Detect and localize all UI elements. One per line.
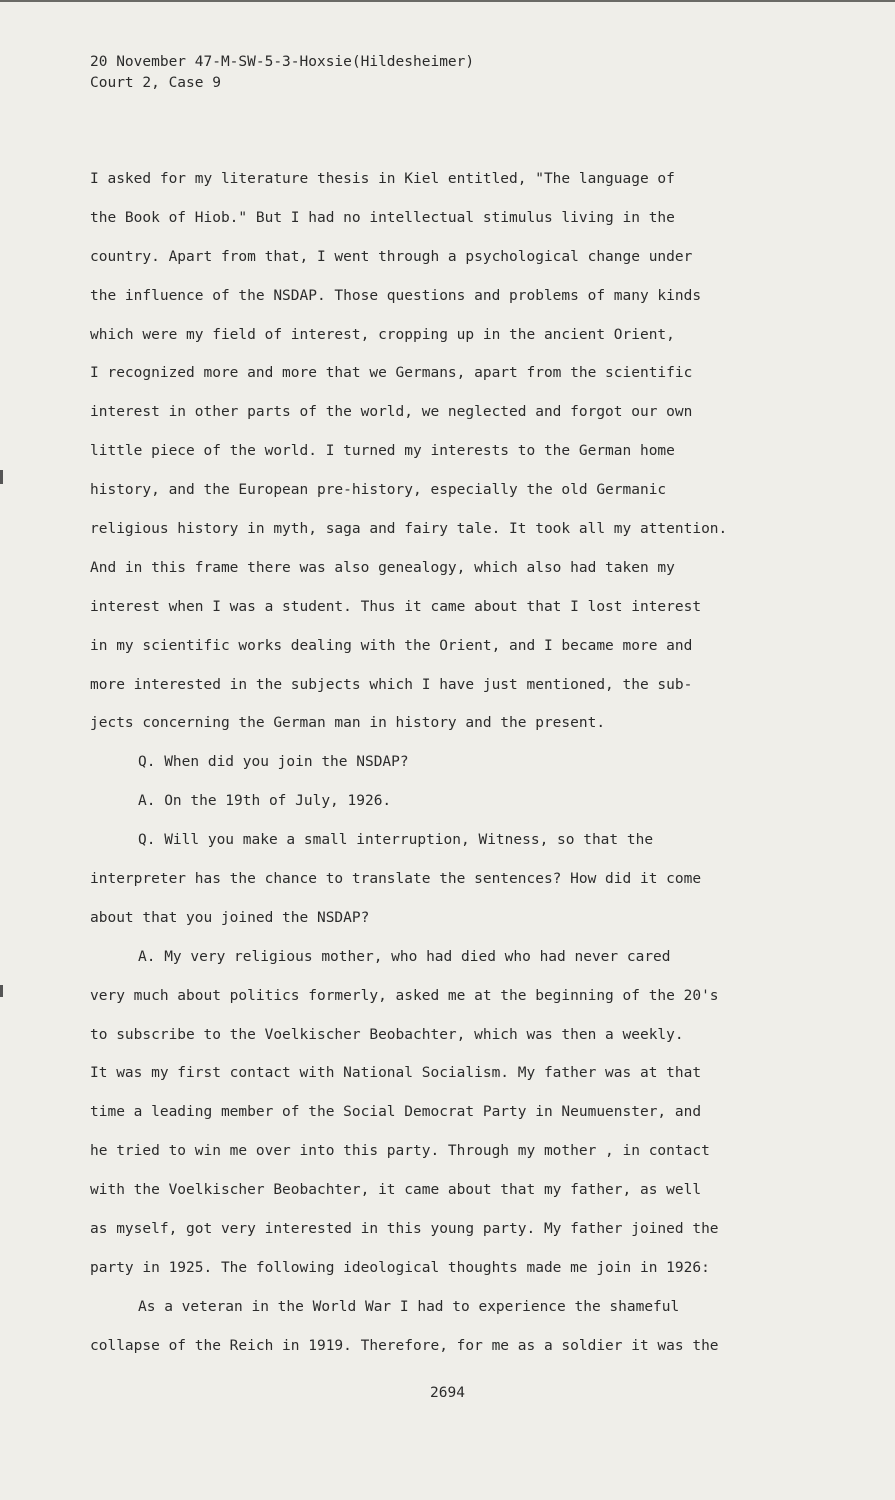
document-header — [90, 52, 474, 94]
text-line: collapse of the Reich in 1919. Therefore, for me as a soldier it was the — [90, 1337, 719, 1354]
question-line: Q. Will you make a small interruption, Witness, so that the — [138, 832, 654, 849]
text-line: country. Apart from that, I went through a psychological change under — [90, 248, 693, 265]
text-line: about that you joined the NSDAP? — [90, 909, 370, 926]
text-line: time a leading member of the Social Democrat Party in Neumuenster, and — [90, 1104, 702, 1121]
text-line: It was my first contact with National Socialism. My father was at that — [90, 1065, 702, 1082]
text-line: the Book of Hiob." But I had no intellectual stimulus living in the — [90, 209, 675, 226]
text-line: jects concerning the German man in history and the present. — [90, 715, 606, 732]
text-line: And in this frame there was also genealogy, which also had taken my — [90, 559, 675, 576]
text-line: interest in other parts of the world, we neglected and forgot our own — [90, 404, 693, 421]
header-reference: 20 November 47-M-SW-5-3-Hoxsie(Hildesheimer) — [90, 54, 475, 70]
text-line: I asked for my literature thesis in Kiel entitled, "The language of — [90, 171, 675, 187]
text-line: with the Voelkischer Beobachter, it came about that my father, as well — [90, 1182, 702, 1199]
text-line: which were my field of interest, cropping up in the ancient Orient, — [90, 326, 675, 343]
text-line: interpreter has the chance to translate the sentences? How did it come — [90, 871, 702, 888]
text-line: little piece of the world. I turned my interests to the German home — [90, 443, 675, 460]
answer-line: A. My very religious mother, who had died who had never cared — [138, 948, 671, 965]
question-line: Q. When did you join the NSDAP? — [138, 754, 409, 771]
text-line: history, and the European pre-history, especially the old Germanic — [90, 482, 667, 499]
text-line: more interested in the subjects which I have just mentioned, the sub- — [90, 676, 693, 693]
text-line: very much about politics formerly, asked me at the beginning of the 20's — [90, 987, 719, 1004]
text-line: interest when I was a student. Thus it came about that I lost interest — [90, 598, 702, 615]
page-number: 2694 — [430, 1385, 465, 1401]
text-line: in my scientific works dealing with the Orient, and I became more and — [90, 637, 693, 654]
answer-line: A. On the 19th of July, 1926. — [138, 793, 392, 810]
text-line: he tried to win me over into this party. Through my mother , in contact — [90, 1143, 710, 1160]
text-line: As a veteran in the World War I had to experience the shameful — [138, 1298, 680, 1315]
header-court-case: Court 2, Case 9 — [90, 75, 221, 91]
text-line: party in 1925. The following ideological thoughts made me join in 1926: — [90, 1259, 710, 1276]
top-border — [0, 0, 895, 2]
text-line: to subscribe to the Voelkischer Beobachter, which was then a weekly. — [90, 1026, 684, 1043]
margin-mark — [0, 470, 3, 484]
text-line: as myself, got very interested in this young party. My father joined the — [90, 1221, 719, 1238]
margin-mark — [0, 985, 3, 997]
text-line: the influence of the NSDAP. Those questions and problems of many kinds — [90, 287, 702, 304]
text-line: I recognized more and more that we Germans, apart from the scientific — [90, 365, 693, 382]
text-line: religious history in myth, saga and fairy tale. It took all my attention. — [90, 521, 728, 538]
transcript-body — [90, 168, 810, 1374]
